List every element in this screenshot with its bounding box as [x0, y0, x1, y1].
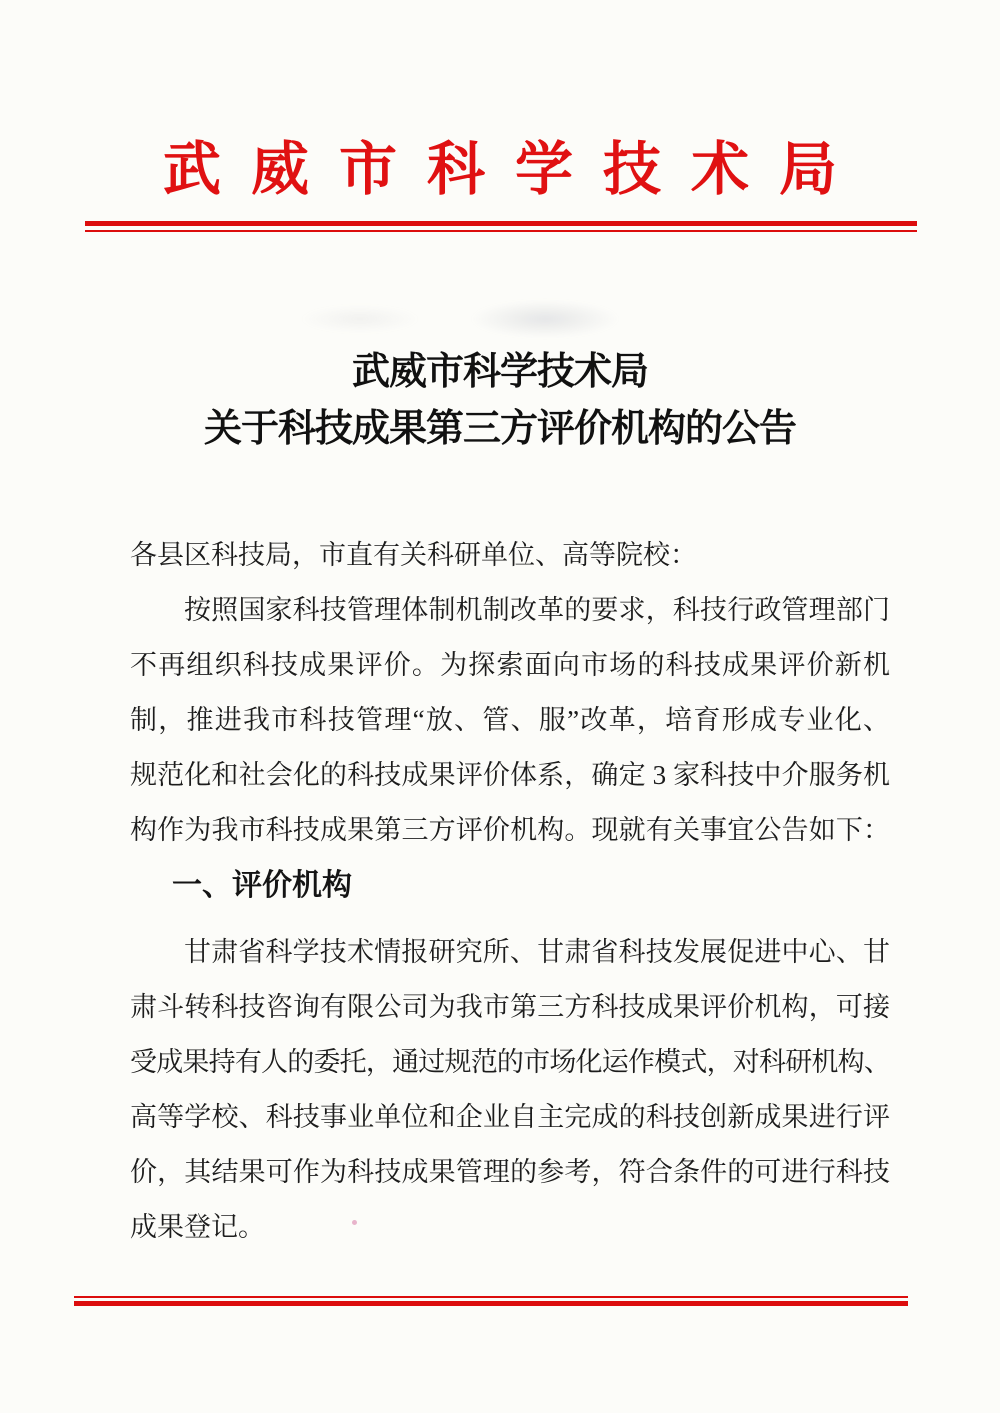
letterhead-rule-thick: [85, 221, 917, 226]
paragraph2-line: 受成果持有人的委托，通过规范的市场化运作模式，对科研机构、: [130, 1047, 890, 1077]
document-title-line1: 武威市科学技术局: [351, 351, 648, 393]
scan-bleed-artifact: [300, 305, 420, 333]
paragraph1-line: 制，推进我市科技管理“放、管、服”改革，培育形成专业化、: [130, 705, 890, 735]
document-body: [130, 528, 890, 1255]
footer-rule-thin: [74, 1296, 908, 1298]
paragraph2-line: 甘肃省科学技术情报研究所、甘肃省科技发展促进中心、甘: [184, 937, 890, 967]
paragraph2-line: 成果登记。: [130, 1212, 265, 1242]
letterhead-rule-thin: [85, 230, 917, 232]
section1-heading: 一、评价机构: [172, 869, 352, 902]
document-title: [0, 344, 1000, 458]
paragraph1-line: 构作为我市科技成果第三方评价机构。现就有关事宜公告如下：: [130, 815, 890, 845]
paragraph1-line: 按照国家科技管理体制机制改革的要求，科技行政管理部门: [184, 595, 890, 625]
paragraph2-line: 肃斗转科技咨询有限公司为我市第三方科技成果评价机构，可接: [130, 992, 890, 1022]
paragraph2-line: 高等学校、科技事业单位和企业自主完成的科技创新成果进行评: [130, 1102, 890, 1132]
salutation-line: 各县区科技局，市直有关科研单位、高等院校：: [130, 540, 697, 570]
footer-rule-thick: [74, 1301, 908, 1306]
paragraph1-line: 不再组织科技成果评价。为探索面向市场的科技成果评价新机: [130, 650, 890, 680]
paragraph1-line: 规范化和社会化的科技成果评价体系，确定 3 家科技中介服务机: [130, 760, 890, 790]
paragraph2-line: 价，其结果可作为科技成果管理的参考，符合条件的可进行科技: [130, 1157, 890, 1187]
letterhead-agency-name: 武威市科学技术局: [162, 137, 867, 202]
scan-bleed-artifact: [470, 300, 620, 338]
document-title-line2: 关于科技成果第三方评价机构的公告: [203, 408, 796, 450]
